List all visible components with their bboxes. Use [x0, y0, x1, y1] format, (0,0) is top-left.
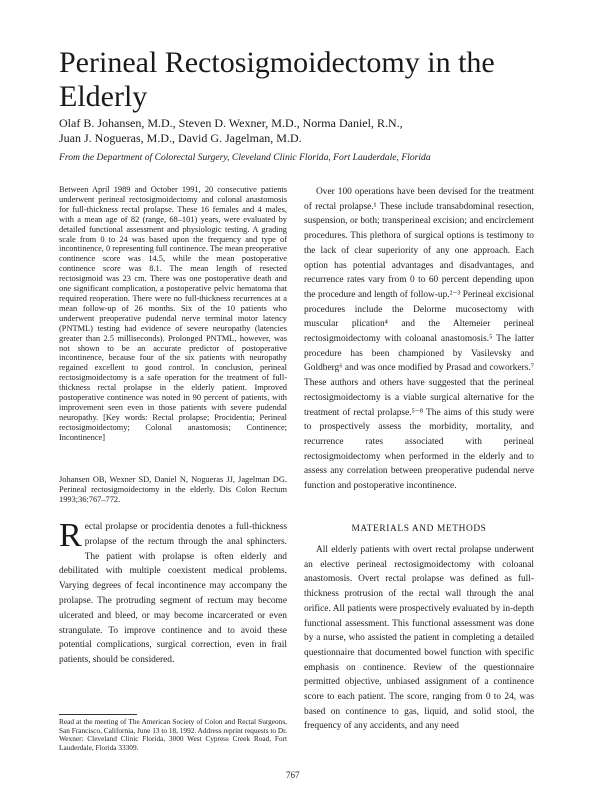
abstract: Between April 1989 and October 1991, 20 consecutive patients underwent perineal rectosigmoidectomy and colonal anastomosis for full-thickness rectal prolapse. These 16 females and 4 males, with a mean age of 82 (range, 68–101) years, were evaluated by detailed functional assessment and physiologic testing. A grading scale from 0 to 24 was based upon the frequency and type of incontinence, 0 representing full continence. The mean preoperative continence score was 14.5, while the mean postoperative continence score was 8.1. The mean length of resected rectosigmoid was 23 cm. There was one postoperative death and one significant complication, a postoperative pelvic hematoma that required reoperation. There were no full-thickness recurrences at a mean follow-up of 26 months. Six of the 10 patients who underwent preoperative pudendal nerve terminal motor latency (PNTML) testing had evidence of severe neuropathy (latencies greater than 2.5 milliseconds). Prolonged PNTML, however, was not shown to be an accurate predictor of postoperative incontinence, because four of the six patients with neuropathy regained excellent to good control. In conclusion, perineal rectosigmoidectomy is a safe operation for the treatment of full-thickness rectal prolapse in the elderly patient. Improved postoperative continence was noted in 90 percent of patients, with improvement seen even in those patients with severe pudendal neuropathy. [Key words: Rectal prolapse; Procidentia; Perineal rectosigmoidectomy; Colonal anastomosis; Continence; Incontinence]: [59, 185, 287, 442]
affiliation: From the Department of Colorectal Surgery, Cleveland Clinic Florida, Fort Lauderdale, Florida: [59, 152, 431, 163]
paper-title: Perineal Rectosigmoidectomy in the Elderly: [59, 46, 495, 113]
author-list: [59, 116, 539, 146]
page-number: 767: [286, 770, 300, 780]
footnote: Read at the meeting of The American Society of Colon and Rectal Surgeons, San Francisco, California, June 13 to 18, 1992. Address reprint requests to Dr. Wexner: Cleveland Clinic Florida, 3000 West Cypress Creek Road, Fort Lauderdale, Florida 33309.: [59, 717, 287, 752]
intro-continued-text: Over 100 operations have been devised for the treatment of rectal prolapse.¹ These include transabdominal resection, suspension, or both; transperineal excision; and encirclement procedures. This plethora of surgical options is testimony to the lack of clear superiority of any one approach. Each option has potential advantages and disadvantages, and recurrence rates vary from 0 to 60 percent depending upon the procedure and length of follow-up.²⁻³ Perineal excisional procedures include the Delorme mucosectomy with muscular plication⁴ and the Altemeier perineal rectosigmoidectomy with coloanal anastomosis.⁵ The latter procedure has been championed by Vasilevsky and Goldberg⁶ and was once modified by Prasad and coworkers.⁷ These authors and others have suggested that the perineal rectosigmoidectomy is a viable surgical alternative for the treatment of rectal prolapse.⁵⁻⁸ The aims of this study were to prospectively assess the morbidity, mortality, and recurrence rates associated with perineal rectosigmoidectomy when performed in the elderly and to assess any correlation between preoperative pudendal nerve function and postoperative incontinence.: [304, 187, 534, 492]
footnote-rule: [59, 714, 137, 715]
methods-paragraph: [304, 543, 534, 734]
authors-line-2: Juan J. Nogueras, M.D., David G. Jagelman, M.D.: [59, 131, 302, 145]
intro-continued-paragraph: [304, 185, 534, 494]
introduction-text: ectal prolapse or procidentia denotes a full-thickness prolapse of the rectum through the anal sphincters. The patient with prolapse is often elderly and debilitated with multiple coexistent medical problems. Varying degrees of fecal incontinence may accompany the prolapse. The protruding segment of rectum may become ulcerated and bleed, or may become incarcerated or even strangulate. To improve continence and to avoid these potential complications, surgical correction, even in frail patients, should be considered.: [59, 522, 287, 666]
methods-text: All elderly patients with overt rectal prolapse underwent an elective perineal rectosigmoidectomy with coloanal anastomosis. Overt rectal prolapse was defined as full-thickness protrusion of the rectal wall through the anal orifice. All patients were prospectively evaluated by in-depth functional assessment. This functional assessment was done by a nurse, who assisted the patient in completing a detailed questionnaire that documented bowel function with specific emphasis on continence. Review of the questionnaire permitted objective, unbiased assignment of a continence score to each patient. The score, ranging from 0 to 24, was based on continence to gas, liquid, and solid stool, the frequency of any accidents, and any need: [304, 545, 534, 732]
authors-line-1: Olaf B. Johansen, M.D., Steven D. Wexner, M.D., Norma Daniel, R.N.,: [59, 116, 403, 130]
section-heading-methods: MATERIALS AND METHODS: [351, 524, 487, 534]
introduction-paragraph: [59, 517, 287, 668]
drop-cap: R: [59, 517, 82, 554]
citation: Johansen OB, Wexner SD, Daniel N, Nogueras JJ, Jagelman DG. Perineal rectosigmoidectomy in the elderly. Dis Colon Rectum 1993;36:767–772.: [59, 475, 287, 504]
